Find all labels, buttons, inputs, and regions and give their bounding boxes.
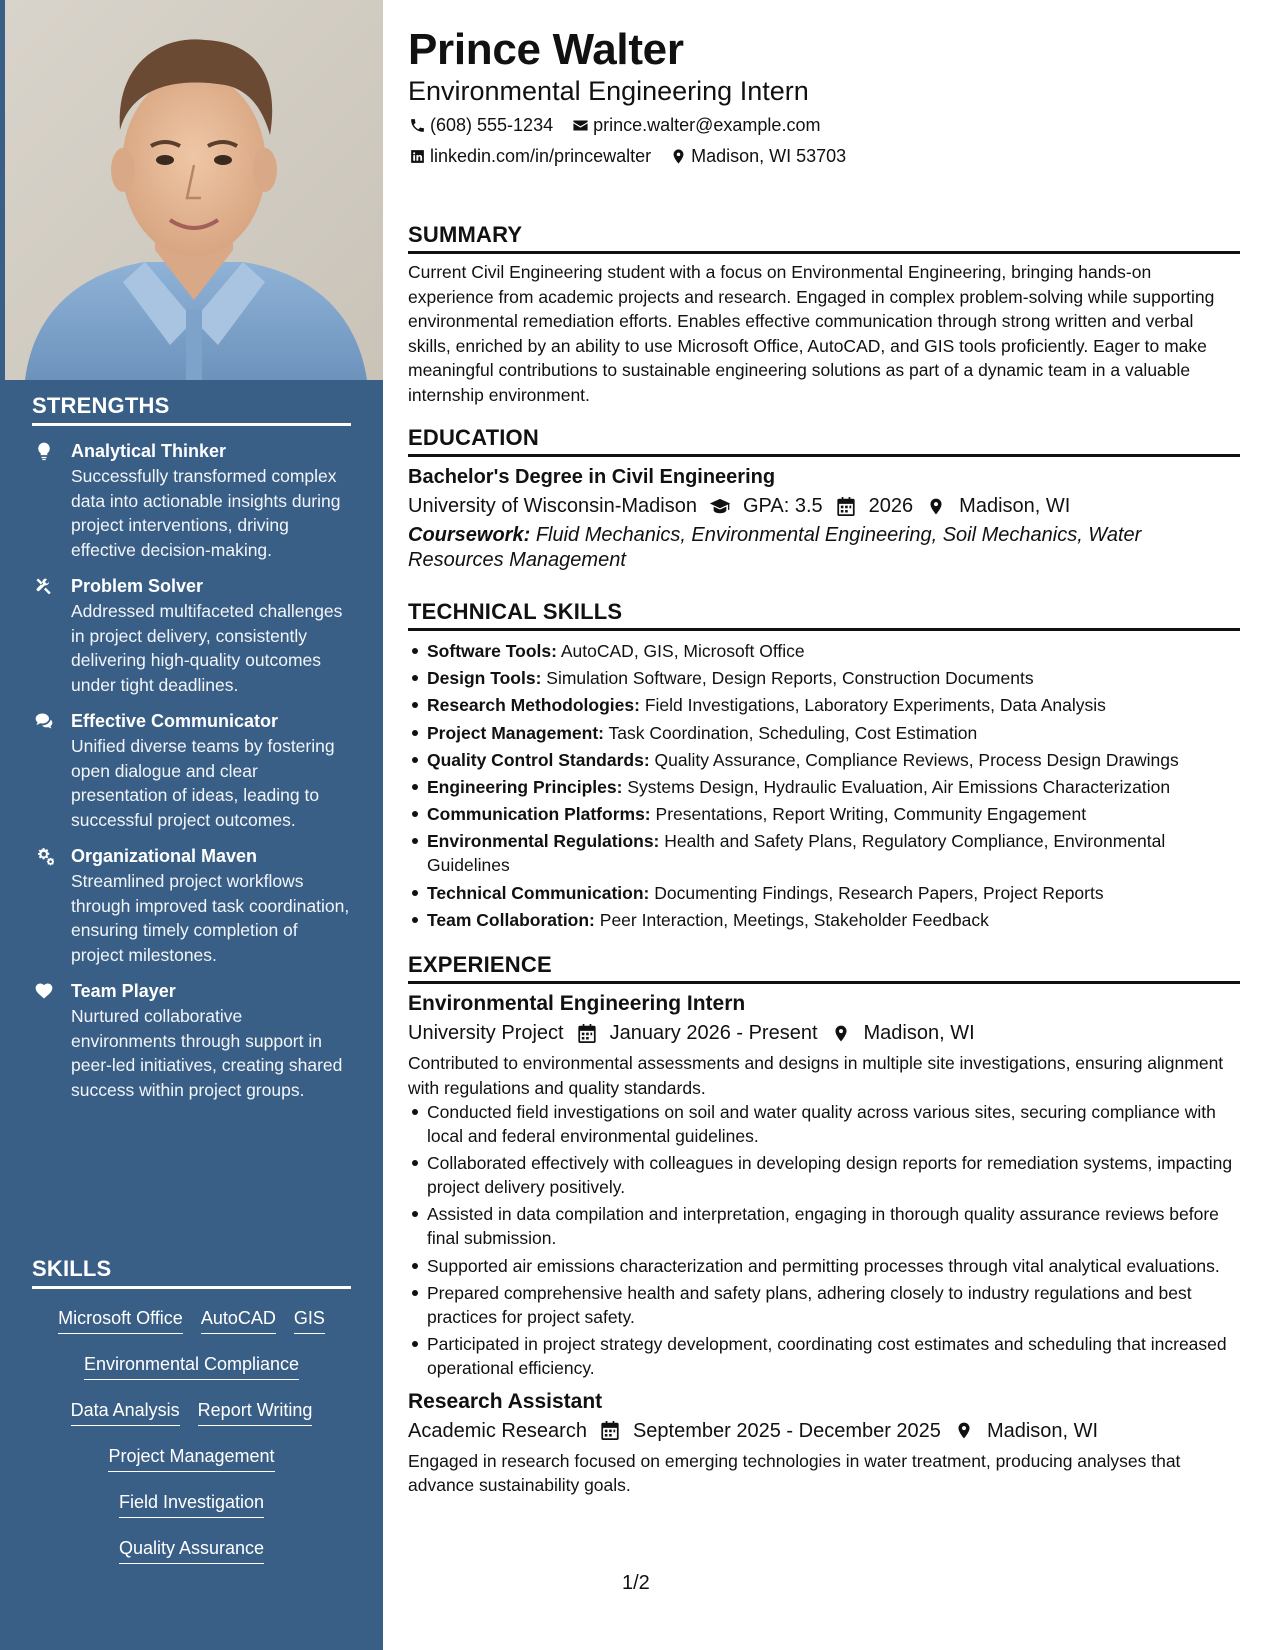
list-item: Conducted field investigations on soil and water quality across various sites, securing compliance with local and federal environmental guidelines. <box>408 1100 1240 1148</box>
list-item: Collaborated effectively with colleagues in developing design reports for remediation systems, impacting project delivery positively. <box>408 1151 1240 1199</box>
skill-label: Environmental Regulations: <box>427 831 660 852</box>
job-org: University Project <box>408 1022 564 1044</box>
experience-section <box>408 952 1240 1498</box>
job-meta <box>408 1018 1240 1048</box>
job-meta <box>408 1416 1240 1446</box>
job-title: Environmental Engineering Intern <box>408 992 746 1015</box>
skill-label: Technical Communication: <box>427 882 650 903</box>
summary-text: Current Civil Engineering student with a focus on Environmental Engineering, bringing hands-on experience from academic projects and research. Engaged in complex problem-solving while supporting environmental remediation efforts. Enables effective communication through strong written and verbal skills, enriched by an ability to use Microsoft Office, AutoCAD, and GIS tools proficiently. Eager to make meaningful contributions to sustainable engineering solutions as part of a dynamic team in a valuable internship environment. <box>408 262 1215 405</box>
email-text: prince.walter@example.com <box>593 115 821 135</box>
map-marker-icon <box>669 147 687 165</box>
skill-label: Team Collaboration: <box>427 909 595 930</box>
skill-label: Software Tools: <box>427 641 557 661</box>
job-org: Academic Research <box>408 1419 587 1442</box>
education-section <box>408 425 1240 573</box>
graduation-year: 2026 <box>868 495 914 517</box>
heart-icon <box>34 981 54 1001</box>
strength-title: Analytical Thinker <box>71 441 227 461</box>
skill-label: Communication Platforms: <box>427 804 651 825</box>
skills-section <box>32 1256 351 1573</box>
gpa: GPA: 3.5 <box>742 495 823 517</box>
coursework-label: Coursework: <box>408 524 531 546</box>
envelope-icon <box>571 116 589 134</box>
contact-line-1 <box>408 113 820 137</box>
job-dates: January 2026 - Present <box>609 1022 818 1044</box>
strength-title: Problem Solver <box>71 576 204 596</box>
skill-value: AutoCAD, GIS, Microsoft Office <box>560 641 805 661</box>
comments-icon <box>34 711 54 731</box>
strength-item <box>32 709 351 832</box>
phone-contact[interactable] <box>408 113 553 137</box>
skill-tag: Environmental Compliance <box>84 1351 299 1380</box>
summary-heading: SUMMARY <box>408 222 1240 254</box>
map-marker-icon <box>951 1421 977 1441</box>
job-location: Madison, WI <box>986 1419 1099 1442</box>
list-item <box>408 639 1240 663</box>
skill-value: Peer Interaction, Meetings, Stakeholder Feedback <box>599 909 989 930</box>
candidate-role: Environmental Engineering Intern <box>408 76 809 106</box>
map-marker-icon <box>923 496 949 516</box>
degree-title: Bachelor's Degree in Civil Engineering <box>408 466 776 488</box>
strength-title: Effective Communicator <box>71 711 279 731</box>
summary-section <box>408 222 1240 407</box>
graduation-cap-icon <box>707 496 733 516</box>
education-location: Madison, WI <box>959 495 1071 517</box>
skill-value: Quality Assurance, Compliance Reviews, Process Design Drawings <box>654 749 1179 770</box>
skill-value: Systems Design, Hydraulic Evaluation, Air Emissions Characterization <box>627 776 1171 797</box>
list-item: Participated in project strategy development, coordinating cost estimates and scheduling that increased operational efficiency. <box>408 1332 1240 1380</box>
skill-value: Task Coordination, Scheduling, Cost Estimation <box>608 722 978 743</box>
strengths-section <box>32 393 351 1102</box>
strength-item <box>32 844 351 967</box>
list-item <box>408 908 1240 932</box>
job-title: Research Assistant <box>408 1389 603 1413</box>
calendar-icon <box>574 1023 600 1043</box>
skill-label: Research Methodologies: <box>427 695 640 716</box>
phone-text: (608) 555-1234 <box>430 115 554 135</box>
list-item <box>408 829 1240 877</box>
lightbulb-icon <box>34 441 54 461</box>
strength-item <box>32 439 351 562</box>
skill-value: Health and Safety Plans, Regulatory Compliance, Environmental Guidelines <box>427 831 1166 876</box>
list-item <box>408 802 1240 826</box>
linkedin-text: linkedin.com/in/princewalter <box>430 146 652 166</box>
skill-tag: Data Analysis <box>71 1397 180 1426</box>
skill-tag: Report Writing <box>198 1397 313 1426</box>
list-item <box>408 775 1240 799</box>
skill-tag: Quality Assurance <box>119 1535 264 1564</box>
list-item <box>408 881 1240 905</box>
list-item: Assisted in data compilation and interpretation, engaging in thorough quality assurance reviews before final submission. <box>408 1202 1240 1250</box>
strength-desc: Unified diverse teams by fostering open dialogue and clear presentation of ideas, leading to successful project outcomes. <box>71 736 335 830</box>
strength-desc: Successfully transformed complex data into actionable insights during project interventions, driving effective decision-making. <box>71 466 341 560</box>
technical-skills-list <box>408 639 1240 932</box>
candidate-name: Prince Walter <box>408 25 684 74</box>
gears-icon <box>34 846 54 866</box>
coursework-list: Fluid Mechanics, Environmental Engineering, Soil Mechanics, Water Resources Management <box>408 524 1142 571</box>
job-summary: Contributed to environmental assessments and designs in multiple site investigations, ensuring alignment with regulations and quality standards. <box>408 1053 1224 1098</box>
list-item: Supported air emissions characterization and permitting processes through vital analytical evaluations. <box>408 1254 1240 1278</box>
skills-heading: SKILLS <box>32 1256 351 1289</box>
skill-value: Field Investigations, Laboratory Experiments, Data Analysis <box>644 695 1106 716</box>
education-heading: EDUCATION <box>408 425 1240 457</box>
skill-tag: Project Management <box>108 1443 274 1472</box>
location-contact <box>669 144 846 168</box>
map-marker-icon <box>828 1023 854 1043</box>
strength-item <box>32 979 351 1102</box>
list-item: Prepared comprehensive health and safety plans, adhering closely to industry regulations and best practices for project safety. <box>408 1281 1240 1329</box>
technical-skills-heading: TECHNICAL SKILLS <box>408 599 1240 631</box>
strength-title: Team Player <box>71 981 176 1001</box>
calendar-icon <box>833 496 859 516</box>
contact-line-2 <box>408 144 846 168</box>
strength-desc: Streamlined project workflows through improved task coordination, ensuring timely completion of project milestones. <box>71 871 350 965</box>
skill-value: Presentations, Report Writing, Community Engagement <box>655 804 1087 825</box>
skill-label: Design Tools: <box>427 668 542 689</box>
job-dates: September 2025 - December 2025 <box>632 1419 941 1442</box>
skill-value: Documenting Findings, Research Papers, Project Reports <box>654 882 1104 903</box>
sidebar <box>0 0 383 1650</box>
coursework <box>408 523 1240 573</box>
list-item <box>408 748 1240 772</box>
strength-desc: Nurtured collaborative environments through support in peer-led initiatives, creating shared success within project groups. <box>71 1006 343 1100</box>
page-number: 1/2 <box>622 1572 650 1594</box>
skill-tag: Field Investigation <box>119 1489 264 1518</box>
tools-icon <box>34 576 54 596</box>
job-summary: Engaged in research focused on emerging technologies in water treatment, producing analyses that advance sustainability goals. <box>408 1450 1181 1496</box>
job-bullets <box>408 1100 1240 1380</box>
strength-desc: Addressed multifaceted challenges in project delivery, consistently delivering high-quality outcomes under tight deadlines. <box>71 601 343 695</box>
strength-title: Organizational Maven <box>71 846 258 866</box>
linkedin-icon <box>408 147 426 165</box>
email-contact[interactable] <box>571 113 820 137</box>
skill-tag: AutoCAD <box>201 1305 276 1334</box>
skill-label: Project Management: <box>427 722 604 743</box>
school-name: University of Wisconsin-Madison <box>408 495 697 517</box>
profile-photo <box>5 0 383 380</box>
location-text: Madison, WI 53703 <box>691 146 847 166</box>
calendar-icon <box>597 1421 623 1441</box>
strength-item <box>32 574 351 697</box>
strengths-heading: STRENGTHS <box>32 393 351 426</box>
experience-heading: EXPERIENCE <box>408 952 1240 984</box>
education-meta <box>408 491 1240 521</box>
skill-tag: GIS <box>294 1305 325 1334</box>
technical-skills-section <box>408 599 1240 935</box>
skill-value: Simulation Software, Design Reports, Construction Documents <box>546 668 1034 689</box>
skill-label: Engineering Principles: <box>427 776 623 797</box>
list-item <box>408 693 1240 717</box>
linkedin-contact[interactable] <box>408 144 651 168</box>
list-item <box>408 721 1240 745</box>
phone-icon <box>408 116 426 134</box>
skill-label: Quality Control Standards: <box>427 749 650 770</box>
skill-tag: Microsoft Office <box>58 1305 183 1334</box>
job-location: Madison, WI <box>863 1022 975 1044</box>
skills-tags <box>32 1297 351 1573</box>
list-item <box>408 666 1240 690</box>
